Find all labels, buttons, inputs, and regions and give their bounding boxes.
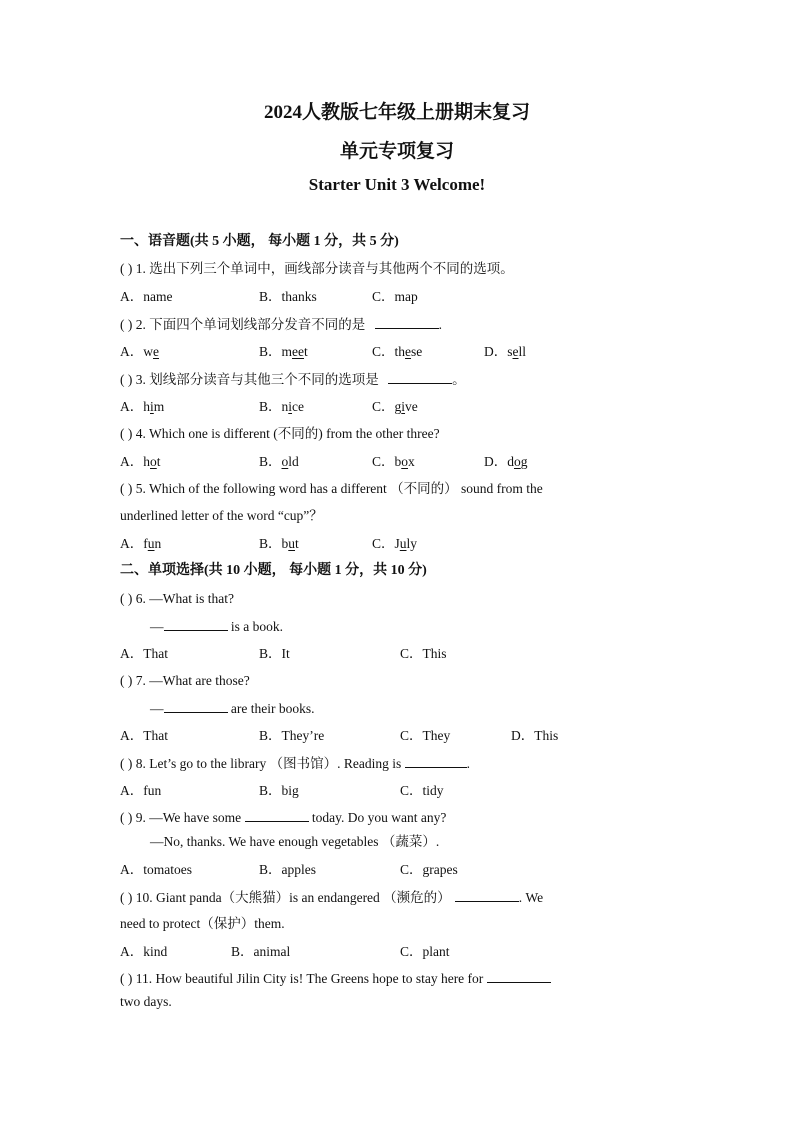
q5-option-b: B．but [259, 536, 299, 551]
answer-blank [388, 370, 452, 384]
q7-option-a: A．That [120, 728, 168, 743]
unit-title: Starter Unit 3 Welcome! [308, 175, 486, 194]
q3-option-c: C．give [372, 399, 418, 414]
section-1-heading: 一、语音题(共 5 小题， 每小题 1 分，共 5 分) [120, 234, 399, 249]
section-2-heading: 二、单项选择(共 10 小题， 每小题 1 分，共 10 分) [120, 563, 427, 578]
q2-option-d: D．sell [484, 344, 527, 359]
q3-stem-text: ( ) 3. 划线部分读音与其他三个不同的选项是 [120, 372, 379, 387]
q7-option-d: D．This [511, 728, 559, 743]
answer-blank [487, 969, 551, 983]
q9-option-b: B．apples [259, 862, 316, 877]
q6-option-c: C．This [400, 646, 447, 661]
q5-option-a: A．fun [120, 536, 162, 551]
worksheet-subtitle: 单元专项复习 [339, 141, 454, 162]
question-6-answer-line: — is a book. [150, 619, 283, 634]
answer-blank [164, 699, 228, 713]
answer-blank [455, 888, 519, 902]
question-11-stem-continued: two days. [120, 994, 172, 1009]
q3-option-b: B．nice [259, 399, 305, 414]
q4-option-c: C．box [372, 454, 415, 469]
q1-option-b: B．thanks [259, 289, 317, 304]
q2-option-b: B．meet [259, 344, 308, 359]
q10-option-c: C．plant [400, 944, 450, 959]
answer-blank [245, 808, 309, 822]
q8-option-c: C．tidy [400, 783, 444, 798]
q2-stem-end: . [438, 317, 442, 332]
q4-option-d: D．dog [484, 454, 528, 469]
q8-option-b: B．big [259, 783, 299, 798]
question-3-stem [120, 370, 466, 389]
q7-option-b: B．They’re [259, 728, 325, 743]
q3-stem-end: 。 [452, 372, 466, 387]
q4-option-a: A．hot [120, 454, 161, 469]
question-8-stem: ( ) 8. Let’s go to the library （图书馆）. Reading is . [120, 756, 470, 771]
q9-option-c: C．grapes [400, 862, 458, 877]
question-1-stem: ( ) 1. 选出下列三个单词中，画线部分读音与其他两个不同的选项。 [120, 261, 514, 276]
q3-option-a: A．him [120, 399, 165, 414]
question-6-stem: ( ) 6. —What is that? [120, 591, 234, 606]
q9-option-a: A．tomatoes [120, 862, 192, 877]
q6-option-b: B．It [259, 646, 290, 661]
q1-option-a: A．name [120, 289, 173, 304]
q2-stem-text: ( ) 2. 下面四个单词划线部分发音不同的是 [120, 317, 366, 332]
question-9-stem: ( ) 9. —We have some today. Do you want any? [120, 810, 447, 825]
q2-option-a: A．we [120, 344, 159, 359]
question-2-stem [120, 315, 442, 334]
q5-option-c: C．July [372, 536, 418, 551]
q8-option-a: A．fun [120, 783, 162, 798]
answer-blank [405, 754, 467, 768]
question-5-stem-continued: underlined letter of the word “cup”？ [120, 508, 323, 523]
q6-option-a: A．That [120, 646, 168, 661]
q10-option-a: A．kind [120, 944, 168, 959]
q7-option-c: C．They [400, 728, 451, 743]
question-7-answer-line: — are their books. [150, 701, 315, 716]
q2-option-c: C．these [372, 344, 423, 359]
q1-option-c: C．map [372, 289, 418, 304]
q10-option-b: B．animal [231, 944, 291, 959]
question-4-stem: ( ) 4. Which one is different (不同的) from the other three? [120, 426, 440, 441]
answer-blank [375, 315, 439, 329]
question-10-stem: ( ) 10. Giant panda（大熊猫）is an endangered （濒危的） . We [120, 890, 544, 905]
question-5-stem: ( ) 5. Which of the following word has a different （不同的） sound from the [120, 481, 543, 496]
q4-option-b: B．old [259, 454, 299, 469]
worksheet-title: 2024人教版七年级上册期末复习 [263, 102, 530, 123]
question-10-stem-continued: need to protect（保护）them. [120, 916, 285, 931]
question-9-response: —No, thanks. We have enough vegetables （蔬菜）. [150, 834, 440, 849]
question-7-stem: ( ) 7. —What are those? [120, 673, 250, 688]
answer-blank [164, 617, 228, 631]
question-11-stem: ( ) 11. How beautiful Jilin City is! The Greens hope to stay here for [120, 969, 551, 988]
